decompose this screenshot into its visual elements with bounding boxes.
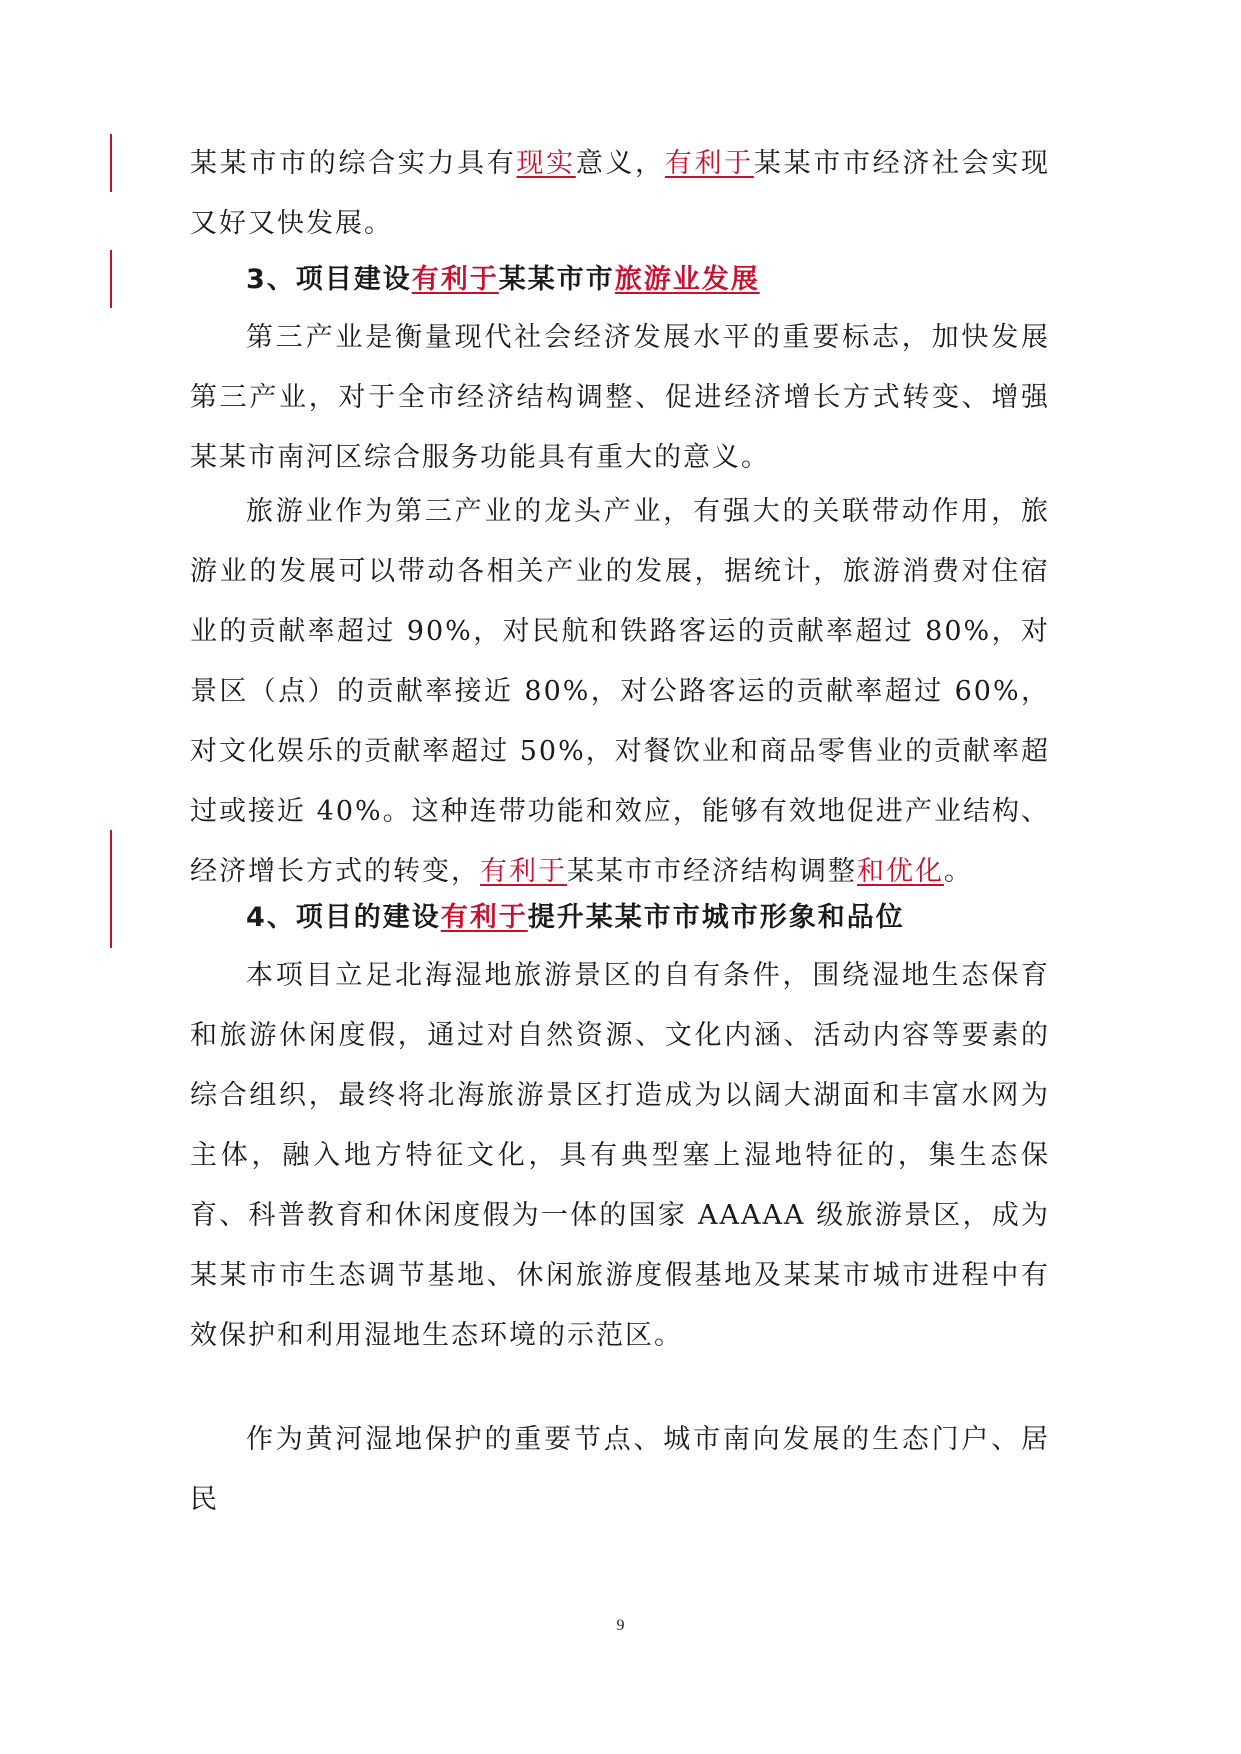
heading-text: 提升某某市市城市形象和品位 bbox=[527, 902, 905, 933]
text: 某某市市经济社会实现又好又快发展。 bbox=[190, 148, 1051, 239]
section-heading-4 bbox=[246, 888, 1066, 948]
heading-text: 某某市市 bbox=[498, 264, 615, 295]
inserted-text: 有利于 bbox=[411, 264, 499, 295]
paragraph-2: 第三产业是衡量现代社会经济发展水平的重要标志，加快发展第三产业，对于全市经济结构调整、促进经济增长方式转变、增强某某市南河区综合服务功能具有重大的意义。 bbox=[190, 322, 1050, 473]
text: 某某市市经济结构调整 bbox=[567, 856, 857, 887]
revision-bar bbox=[110, 134, 112, 192]
page-number: 9 bbox=[616, 1617, 625, 1634]
text: 意义， bbox=[575, 148, 665, 179]
paragraph-4: 本项目立足北海湿地旅游景区的自有条件，围绕湿地生态保育和旅游休闲度假，通过对自然资源、文化内涵、活动内容等要素的综合组织，最终将北海旅游景区打造成为以阔大湖面和丰富水网为主体，融入地方特征文化，具有典型塞上湿地特征的，集生态保育、科普教育和休闲度假为一体的国家 AAAAA 级旅游景区，成为某某市市生态调节基地、休闲旅游度假基地及某某市城市进程中有效保护和利用湿地生态环境的示范区。 bbox=[190, 960, 1050, 1351]
revision-bar bbox=[110, 250, 112, 308]
paragraph-3 bbox=[190, 482, 1050, 902]
text: 。 bbox=[944, 856, 973, 887]
revision-bar bbox=[110, 830, 112, 948]
section-heading-3 bbox=[246, 250, 1066, 310]
inserted-text: 有利于 bbox=[664, 148, 754, 179]
text: 旅游业作为第三产业的龙头产业，有强大的关联带动作用，旅游业的发展可以带动各相关产业的发展，据统计，旅游消费对住宿业的贡献率超过 90%，对民航和铁路客运的贡献率超过 80%，对景区（点）的贡献率接近 80%，对公路客运的贡献率超过 60%，对文化娱乐的贡献率超过 50%，对餐饮业和商品零售业的贡献率超过或接近 40%。这种连带功能和效应，能够有效地促进产业结构、经济增长方式的转变， bbox=[190, 496, 1050, 887]
inserted-text: 有利于 bbox=[480, 856, 567, 887]
text: 某某市市的综合实力具有 bbox=[190, 148, 517, 179]
paragraph-5: 作为黄河湿地保护的重要节点、城市南向发展的生态门户、居民 bbox=[190, 1424, 1050, 1515]
inserted-text: 现实 bbox=[516, 148, 576, 179]
inserted-text: 有利于 bbox=[440, 902, 528, 933]
heading-text: 4、项目的建设 bbox=[246, 902, 441, 933]
inserted-text: 和优化 bbox=[857, 856, 944, 887]
inserted-text: 旅游业发展 bbox=[614, 264, 760, 295]
heading-text: 3、项目建设 bbox=[246, 264, 412, 295]
paragraph-1 bbox=[190, 134, 1050, 254]
